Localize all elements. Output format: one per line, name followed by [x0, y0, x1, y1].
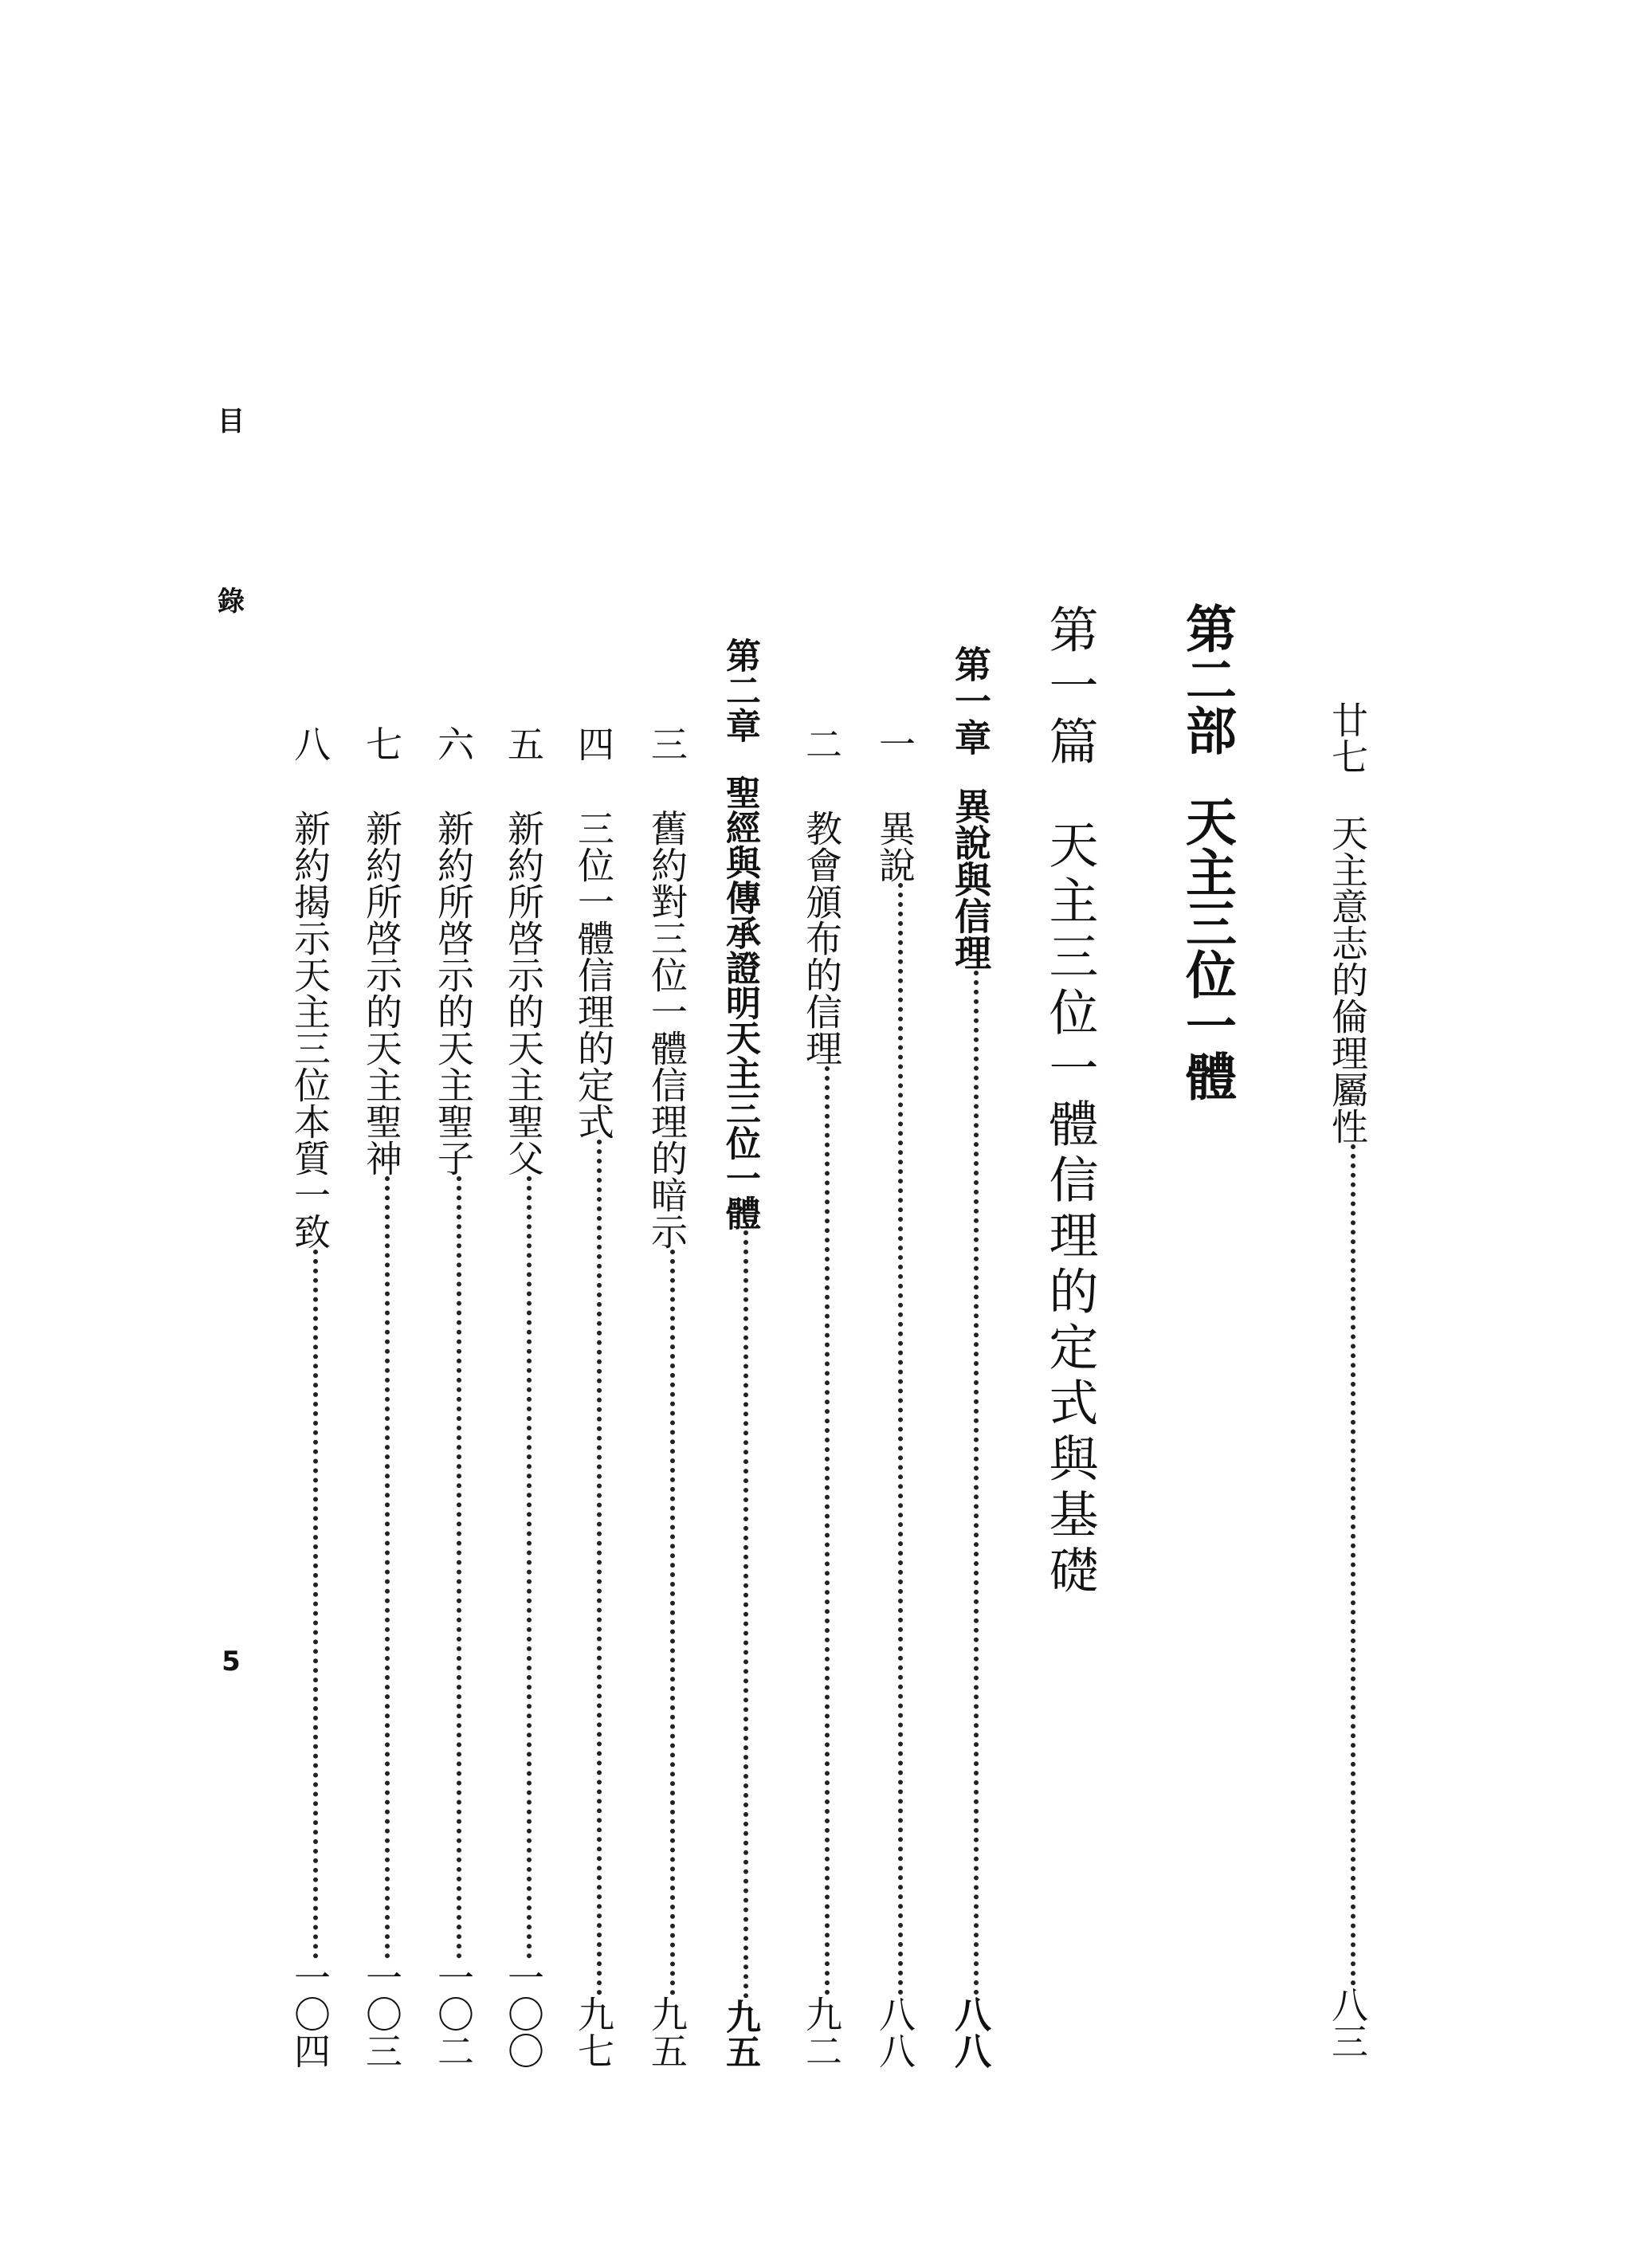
running-head-lu: 錄 [218, 586, 245, 618]
entry-number: 二 [800, 725, 843, 762]
entry-title: 新約揭示天主三位本質一致 [288, 810, 332, 1250]
dot-leader [825, 1066, 830, 1995]
entry-page: 九五 [720, 1999, 760, 2069]
entry-title: 新約所啓示的天主聖子 [432, 810, 475, 1176]
entry-page: 九五 [645, 1995, 688, 2069]
book-label: 第一篇 [1041, 604, 1099, 771]
entry-page: 一〇四 [288, 1959, 332, 2069]
dot-leader [974, 971, 979, 1995]
toc-entry-ch1 [944, 0, 1008, 2268]
entry-number: 三 [645, 725, 688, 762]
entry-number: 六 [432, 725, 475, 762]
entry-title: 教會頒布的信理 [800, 810, 843, 1066]
toc-entry-s1 [869, 0, 932, 2268]
dot-leader [597, 1140, 602, 1995]
dot-leader [670, 1250, 675, 1995]
entry-page: 八三 [1326, 1986, 1369, 2059]
dot-leader [743, 1230, 748, 1999]
part-label: 第二部 [1177, 602, 1236, 755]
entry-number: 廿七 [1326, 701, 1369, 775]
toc-entry-s6 [427, 0, 491, 2268]
toc-entry-s5 [497, 0, 561, 2268]
entry-number: 第一章 [949, 645, 992, 755]
entry-title: 異說與信理 [949, 787, 992, 971]
entry-title: 天主意志的倫理屬性 [1326, 814, 1369, 1144]
book-title: 天主三位一體信理的定式與基礎 [1041, 819, 1099, 1600]
dot-leader [457, 1176, 461, 1959]
toc-entry-s4 [567, 0, 631, 2268]
dot-leader [1351, 1144, 1355, 1986]
dot-leader [385, 1176, 390, 1959]
entry-number: 八 [288, 725, 332, 762]
dot-leader [313, 1250, 318, 1959]
entry-page: 九七 [572, 1995, 615, 2069]
entry-page: 八八 [873, 1995, 916, 2069]
entry-number: 第二章 [720, 638, 760, 743]
toc-entry-c27 [1321, 0, 1385, 2268]
part-title: 天主三位一體 [1177, 795, 1236, 1101]
entry-number: 七 [360, 725, 403, 762]
entry-page: 一〇〇 [502, 1959, 545, 2069]
entry-title: 新約所啓示的天主聖父 [502, 810, 545, 1176]
part-heading [1170, 0, 1257, 2268]
entry-title: 聖經與傳承證明天主三位一體 [720, 775, 760, 1230]
toc-entry-s7 [355, 0, 419, 2268]
entry-title: 三位一體信理的定式 [572, 810, 615, 1140]
dot-leader [527, 1176, 532, 1959]
toc-entry-s2 [795, 0, 859, 2268]
toc-entry-s8 [284, 0, 347, 2268]
book-heading [1034, 0, 1122, 2268]
entry-number: 四 [572, 725, 615, 762]
running-head-mu: 目 [218, 406, 245, 438]
entry-title: 舊約對三位一體信理的暗示 [645, 810, 688, 1250]
entry-page: 九二 [800, 1995, 843, 2069]
toc-entry-s3 [641, 0, 704, 2268]
entry-page: 一〇三 [360, 1959, 403, 2069]
entry-page: 一〇二 [432, 1959, 475, 2069]
entry-number: 五 [502, 725, 545, 762]
entry-page: 八八 [949, 1995, 992, 2069]
page-number: 5 [222, 1646, 241, 1677]
entry-title: 異說 [873, 810, 916, 883]
entry-title: 新約所啓示的天主聖神 [360, 810, 403, 1176]
toc-entry-ch2 [714, 0, 778, 2268]
dot-leader [898, 883, 903, 1995]
entry-number: 一 [873, 725, 916, 762]
